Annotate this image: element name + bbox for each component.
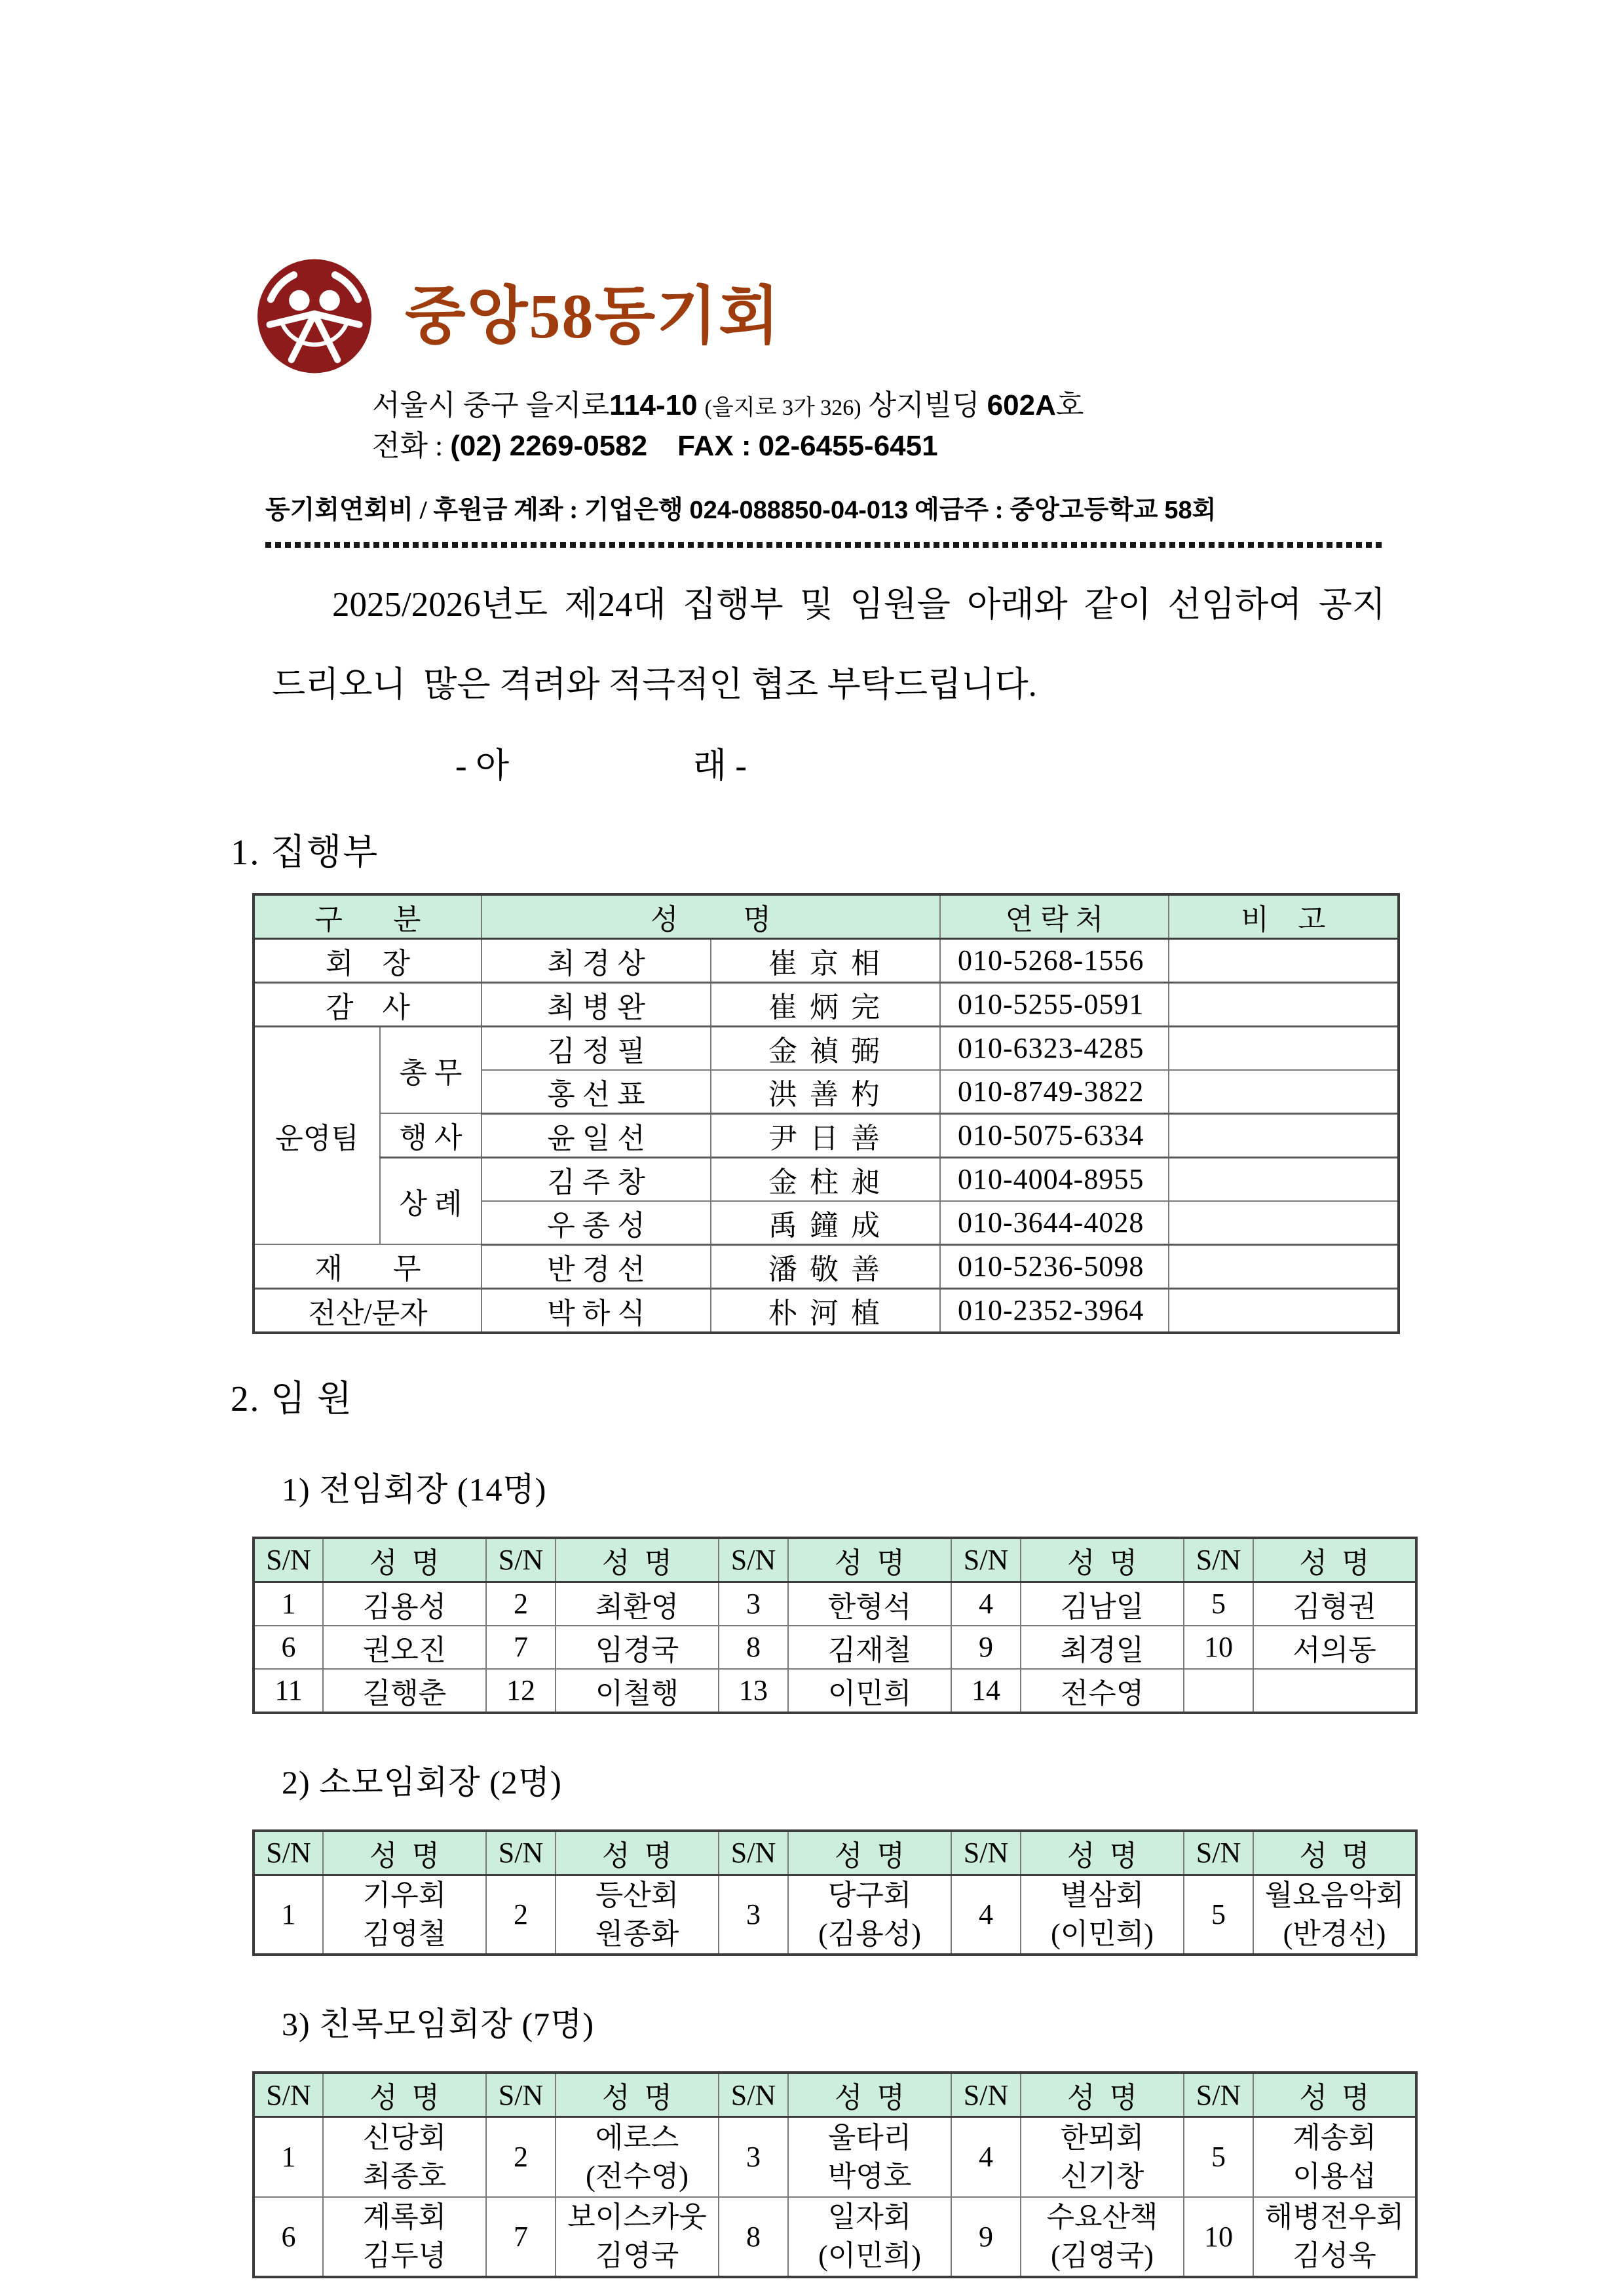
group-name: 에로스 [595, 2121, 679, 2154]
hanja-cell: 尹 日 善 [711, 1113, 940, 1157]
subsection1-heading: 1) 전임회장 (14명) [282, 1470, 547, 1508]
group-leader-cell [1021, 2197, 1184, 2277]
table-row [254, 1026, 1399, 1070]
name-cell: 전수영 [1021, 1669, 1184, 1713]
group-name: 보이스카웃 [567, 2201, 707, 2234]
sn-cell: 6 [254, 1626, 323, 1669]
below-marker [455, 738, 747, 788]
group-name: 수요산책 [1046, 2201, 1158, 2234]
group-leader-cell [1021, 2117, 1184, 2197]
group-name: 일자회 [827, 2201, 912, 2234]
sn-cell: 12 [486, 1669, 556, 1713]
name-cell: 김재철 [788, 1626, 951, 1669]
leader-name: 김영국 [595, 2240, 679, 2272]
col-header-sn: S/N [254, 1831, 323, 1875]
role-cell: 총 무 [380, 1026, 482, 1113]
note-cell [1169, 1201, 1399, 1245]
group-leader-cell [1021, 1875, 1184, 1955]
name-cell: 최 경 상 [482, 938, 711, 982]
group-name: 울타리 [827, 2121, 912, 2154]
leader-name: 박영호 [827, 2160, 912, 2192]
name-cell: 김용성 [323, 1582, 486, 1626]
dashed-divider [265, 542, 1383, 548]
note-cell [1169, 982, 1399, 1026]
sn-cell: 4 [951, 1875, 1021, 1955]
col-header-sn: S/N [1184, 1831, 1253, 1875]
jungang-emblem-icon [249, 256, 380, 377]
fax-number: 02-6455-6451 [758, 430, 938, 462]
phone-cell: 010-5075-6334 [940, 1113, 1169, 1157]
col-header-name: 성 명 [788, 2073, 951, 2117]
note-cell [1169, 1288, 1399, 1333]
leader-name: 이용섭 [1293, 2160, 1376, 2192]
bank-class: 58회 [1164, 497, 1217, 524]
sn-cell: 7 [486, 1626, 556, 1669]
name-cell: 반 경 선 [482, 1244, 711, 1288]
address-small: (을지로 3가 326) [704, 396, 861, 420]
brand-row [249, 256, 1624, 377]
notice-line-1: 2025/2026년도 제24대 집행부 및 임원을 아래와 같이 선임하여 공지 [332, 586, 1386, 624]
sn-cell: 3 [719, 2117, 788, 2197]
role-cell: 상 례 [380, 1157, 482, 1244]
name-cell: 김남일 [1021, 1582, 1184, 1626]
below-right: 래 - [692, 746, 747, 785]
group-name: 신당회 [362, 2121, 447, 2154]
note-cell [1169, 1026, 1399, 1070]
hanja-cell: 崔 炳 完 [711, 982, 940, 1026]
sn-cell: 3 [719, 1582, 788, 1626]
name-cell: 최 병 완 [482, 982, 711, 1026]
col-header-name: 성 명 [1021, 1538, 1184, 1582]
name-cell: 서의동 [1253, 1626, 1416, 1669]
address-number: 114-10 [609, 389, 698, 421]
col-header-sn: S/N [1184, 2073, 1253, 2117]
section1-heading: 1. 집행부 [231, 832, 379, 872]
col-header-sn: S/N [719, 1538, 788, 1582]
table-row [254, 1626, 1416, 1669]
sn-cell: 6 [254, 2197, 323, 2277]
group-name: 계록회 [362, 2201, 447, 2234]
sn-cell: 3 [719, 1875, 788, 1955]
table-row [254, 982, 1399, 1026]
hanja-cell: 洪 善 杓 [711, 1070, 940, 1114]
friendship-group-presidents-table [252, 2071, 1418, 2278]
col-header-name: 성 명 [1021, 1831, 1184, 1875]
address-building: 상지빌딩 [868, 389, 980, 421]
table-row [254, 1157, 1399, 1201]
table-row [254, 1244, 1399, 1288]
tel-fax-line [372, 428, 1624, 465]
name-cell: 우 종 성 [482, 1201, 711, 1245]
col-header-sn: S/N [951, 2073, 1021, 2117]
name-cell: 박 하 식 [482, 1288, 711, 1333]
table-row [254, 2197, 1416, 2277]
col-header-sn: S/N [486, 1538, 556, 1582]
phone-cell: 010-3644-4028 [940, 1201, 1169, 1245]
col-header-name: 성 명 [1253, 1831, 1416, 1875]
name-cell: 김형권 [1253, 1582, 1416, 1626]
sn-cell: 7 [486, 2197, 556, 2277]
name-cell: 김 주 창 [482, 1157, 711, 1201]
sn-cell: 2 [486, 2117, 556, 2197]
name-cell: 최환영 [556, 1582, 719, 1626]
group-leader-cell [323, 2197, 486, 2277]
org-title: 중앙58동기회 [405, 280, 781, 351]
group-leader-cell [1253, 2197, 1416, 2277]
phone-cell: 010-5255-0591 [940, 982, 1169, 1026]
group-leader-cell [1253, 1875, 1416, 1955]
bank-holder: 예금주 : 중앙고등학교 [915, 496, 1158, 524]
note-cell [1169, 1070, 1399, 1114]
phone-cell: 010-2352-3964 [940, 1288, 1169, 1333]
note-cell [1169, 1113, 1399, 1157]
table-header-row [254, 1538, 1416, 1582]
col-header-sn: S/N [951, 1831, 1021, 1875]
name-cell: 최경일 [1021, 1626, 1184, 1669]
sn-cell: 10 [1184, 2197, 1253, 2277]
group-leader-cell [556, 1875, 719, 1955]
team-cell: 운영팀 [254, 1026, 380, 1244]
col-header-sn: S/N [1184, 1538, 1253, 1582]
leader-name: (김영국) [1051, 2240, 1154, 2272]
leader-name: 원종화 [595, 1917, 679, 1950]
col-header-sn: S/N [486, 2073, 556, 2117]
name-cell [1253, 1669, 1416, 1713]
col-header-name: 성 명 [323, 2073, 486, 2117]
sn-cell: 2 [486, 1582, 556, 1626]
group-leader-cell [323, 2117, 486, 2197]
name-cell: 윤 일 선 [482, 1113, 711, 1157]
table-row [254, 1669, 1416, 1713]
phone-cell: 010-4004-8955 [940, 1157, 1169, 1201]
section2-heading: 2. 임 원 [231, 1378, 354, 1419]
sn-cell: 4 [951, 1582, 1021, 1626]
col-header-name: 성 명 [556, 1538, 719, 1582]
subsection3-heading: 3) 친목모임회장 (7명) [282, 2006, 595, 2043]
leader-name: 김성욱 [1293, 2240, 1376, 2272]
col-header-sn: S/N [486, 1831, 556, 1875]
table-row [254, 2117, 1416, 2197]
address-line [372, 387, 1624, 427]
name-cell: 길행춘 [323, 1669, 486, 1713]
phone-cell: 010-5236-5098 [940, 1244, 1169, 1288]
hanja-cell: 潘 敬 善 [711, 1244, 940, 1288]
phone-cell: 010-8749-3822 [940, 1070, 1169, 1114]
sn-cell: 1 [254, 1582, 323, 1626]
bank-account: 024-088850-04-013 [689, 497, 909, 524]
leader-name: 김두녕 [362, 2240, 447, 2272]
group-leader-cell [788, 2117, 951, 2197]
phone-cell: 010-6323-4285 [940, 1026, 1169, 1070]
name-cell: 이민희 [788, 1669, 951, 1713]
sn-cell: 13 [719, 1669, 788, 1713]
group-leader-cell [323, 1875, 486, 1955]
col-header-name: 성 명 [556, 2073, 719, 2117]
role-cell: 전산/문자 [254, 1288, 482, 1333]
group-name: 당구회 [827, 1879, 912, 1911]
sn-cell: 14 [951, 1669, 1021, 1713]
leader-name: 최종호 [362, 2160, 447, 2192]
leader-name: (이민희) [818, 2240, 921, 2272]
small-group-presidents-table [252, 1829, 1418, 1957]
group-leader-cell [788, 2197, 951, 2277]
name-cell: 김 정 필 [482, 1026, 711, 1070]
former-presidents-table [252, 1537, 1418, 1714]
group-name: 등산회 [595, 1879, 679, 1911]
group-leader-cell [556, 2117, 719, 2197]
leader-name: (반경선) [1283, 1917, 1386, 1950]
leader-name: (전수영) [586, 2160, 689, 2192]
tel-label: 전화 : [372, 430, 444, 462]
address-room: 602A [987, 389, 1056, 421]
group-name: 해병전우회 [1264, 2201, 1405, 2234]
col-header-sn: S/N [719, 2073, 788, 2117]
sn-cell: 10 [1184, 1626, 1253, 1669]
col-header-sn: S/N [951, 1538, 1021, 1582]
group-leader-cell [788, 1875, 951, 1955]
sn-cell: 9 [951, 1626, 1021, 1669]
sn-cell [1184, 1669, 1253, 1713]
group-leader-cell [556, 2197, 719, 2277]
bank-line [265, 489, 1624, 526]
fax-label: FAX : [677, 430, 751, 462]
table-header-row [254, 1831, 1416, 1875]
sn-cell: 1 [254, 2117, 323, 2197]
col-header-name: 성 명 [788, 1538, 951, 1582]
address-block [372, 387, 1624, 465]
role-cell: 행 사 [380, 1113, 482, 1157]
executive-table [252, 893, 1400, 1334]
sn-cell: 11 [254, 1669, 323, 1713]
sn-cell: 5 [1184, 1582, 1253, 1626]
bank-prefix: 동기회연회비 / 후원금 계좌 : 기업은행 [265, 496, 683, 524]
name-cell: 임경국 [556, 1626, 719, 1669]
sn-cell: 4 [951, 2117, 1021, 2197]
name-cell: 이철행 [556, 1669, 719, 1713]
role-cell: 회 장 [254, 938, 482, 982]
col-header-sn: S/N [254, 1538, 323, 1582]
table-header-row [254, 894, 1399, 939]
col-header-name: 성 명 [556, 1831, 719, 1875]
name-cell: 홍 선 표 [482, 1070, 711, 1114]
note-cell [1169, 1244, 1399, 1288]
subsection2-heading: 2) 소모임회장 (2명) [282, 1763, 562, 1801]
note-cell [1169, 1157, 1399, 1201]
role-cell: 감 사 [254, 982, 482, 1026]
table-row [254, 938, 1399, 982]
table-row [254, 1113, 1399, 1157]
col-header-gubun: 구 분 [254, 894, 482, 939]
role-cell: 재 무 [254, 1244, 482, 1288]
group-name: 별삼회 [1060, 1879, 1144, 1911]
leader-name: 김영철 [362, 1917, 447, 1950]
sn-cell: 8 [719, 2197, 788, 2277]
address-room-suffix: 호 [1055, 389, 1084, 421]
below-left: - 아 [455, 746, 510, 785]
col-header-name: 성 명 [323, 1538, 486, 1582]
col-header-name: 성 명 [788, 1831, 951, 1875]
hanja-cell: 金 柱 昶 [711, 1157, 940, 1201]
sn-cell: 1 [254, 1875, 323, 1955]
col-header-name: 성 명 [1253, 1538, 1416, 1582]
group-leader-cell [1253, 2117, 1416, 2197]
name-cell: 권오진 [323, 1626, 486, 1669]
sn-cell: 2 [486, 1875, 556, 1955]
phone-cell: 010-5268-1556 [940, 938, 1169, 982]
col-header-sn: S/N [719, 1831, 788, 1875]
group-name: 한뫼회 [1060, 2121, 1144, 2154]
table-header-row [254, 2073, 1416, 2117]
leader-name: (이민희) [1051, 1917, 1154, 1950]
group-name: 기우회 [362, 1879, 447, 1911]
table-row [254, 1582, 1416, 1626]
sn-cell: 9 [951, 2197, 1021, 2277]
col-header-name: 성 명 [323, 1831, 486, 1875]
hanja-cell: 朴 河 植 [711, 1288, 940, 1333]
sn-cell: 5 [1184, 2117, 1253, 2197]
address-street: 서울시 중구 을지로 [372, 389, 610, 421]
hanja-cell: 崔 京 相 [711, 938, 940, 982]
col-header-name: 성 명 [482, 894, 940, 939]
col-header-name: 성 명 [1021, 2073, 1184, 2117]
col-header-contact: 연 락 처 [940, 894, 1169, 939]
sn-cell: 8 [719, 1626, 788, 1669]
table-row [254, 1875, 1416, 1955]
leader-name: 신기창 [1060, 2160, 1144, 2192]
table-row [254, 1288, 1399, 1333]
group-name: 계송회 [1293, 2121, 1376, 2154]
notice-line-2: 드리오니 많은 격려와 적극적인 협조 부탁드립니다. [272, 665, 1037, 704]
col-header-note: 비 고 [1169, 894, 1399, 939]
group-name: 월요음악회 [1264, 1879, 1405, 1911]
hanja-cell: 禹 鐘 成 [711, 1201, 940, 1245]
col-header-name: 성 명 [1253, 2073, 1416, 2117]
col-header-sn: S/N [254, 2073, 323, 2117]
note-cell [1169, 938, 1399, 982]
tel-number: (02) 2269-0582 [450, 430, 648, 462]
sn-cell: 5 [1184, 1875, 1253, 1955]
hanja-cell: 金 禎 弼 [711, 1026, 940, 1070]
leader-name: (김용성) [818, 1917, 921, 1950]
name-cell: 한형석 [788, 1582, 951, 1626]
